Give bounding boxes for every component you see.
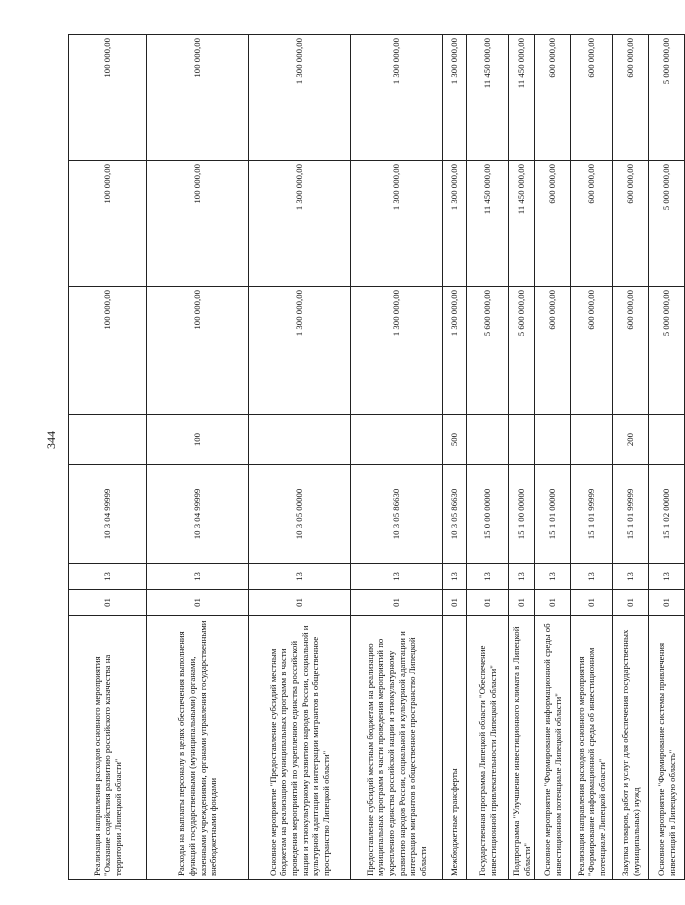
row-amount-2: 600 000,00 <box>613 161 649 287</box>
row-section: 01 <box>571 590 613 616</box>
row-amount-3: 1 300 000,00 <box>443 35 467 161</box>
row-name: Подпрограмма "Улучшение инвестиционного климата в Липецкой области" <box>509 616 535 880</box>
row-target-code: 15 1 00 00000 <box>509 465 535 564</box>
row-amount-3: 11 450 000,00 <box>467 35 509 161</box>
row-section: 01 <box>351 590 443 616</box>
row-target-code: 15 1 02 00000 <box>649 465 685 564</box>
table-row <box>613 35 649 880</box>
row-name: Основное мероприятие "Формирование информационной среды об инвестиционном потенциале Липецкой области" <box>535 616 571 880</box>
row-subsection: 13 <box>351 564 443 590</box>
row-name: Расходы на выплаты персоналу в целях обеспечения выполнения функций государственными (муниципальными) органами, казенными учреждениями, органами управления государственными внебюджетными фондами <box>147 616 249 880</box>
row-expense-type: 500 <box>443 415 467 465</box>
row-expense-type <box>571 415 613 465</box>
row-amount-2: 11 450 000,00 <box>509 161 535 287</box>
row-target-code: 10 3 04 99999 <box>69 465 147 564</box>
row-expense-type <box>535 415 571 465</box>
row-amount-2: 1 300 000,00 <box>249 161 351 287</box>
row-section: 01 <box>649 590 685 616</box>
row-expense-type <box>649 415 685 465</box>
table-row <box>535 35 571 880</box>
row-amount-2: 100 000,00 <box>69 161 147 287</box>
row-target-code: 15 1 01 00000 <box>535 465 571 564</box>
row-subsection: 13 <box>147 564 249 590</box>
row-expense-type: 100 <box>147 415 249 465</box>
table-row <box>443 35 467 880</box>
row-subsection: 13 <box>649 564 685 590</box>
row-subsection: 13 <box>613 564 649 590</box>
table-row <box>69 35 147 880</box>
row-amount-1: 5 600 000,00 <box>509 287 535 415</box>
row-target-code: 15 1 01 99999 <box>613 465 649 564</box>
row-section: 01 <box>69 590 147 616</box>
row-subsection: 13 <box>535 564 571 590</box>
row-subsection: 13 <box>249 564 351 590</box>
row-target-code: 10 3 05 00000 <box>249 465 351 564</box>
row-amount-1: 1 300 000,00 <box>249 287 351 415</box>
budget-table <box>68 34 685 880</box>
row-name: Государственная программа Липецкой области "Обеспечение инвестиционной привлекательности Липецкой области" <box>467 616 509 880</box>
row-section: 01 <box>147 590 249 616</box>
page-number: 344 <box>44 431 58 449</box>
table-row <box>249 35 351 880</box>
row-amount-2: 1 300 000,00 <box>351 161 443 287</box>
table-row <box>351 35 443 880</box>
row-amount-1: 600 000,00 <box>535 287 571 415</box>
row-name: Основное мероприятие "Предоставление субсидий местным бюджетам на реализацию муниципальных программ в части проведения мероприятий по укреплению единства российской нации и этнокультурному развитию народов России, социальной и культурной адаптации и интеграции мигрантов в общественное пространство Липецкой области" <box>249 616 351 880</box>
row-subsection: 13 <box>69 564 147 590</box>
row-target-code: 15 0 00 00000 <box>467 465 509 564</box>
row-amount-3: 600 000,00 <box>535 35 571 161</box>
row-name: Реализация направления расходов основного мероприятия "Оказание содействия развитию российского казачества на территории Липецкой области" <box>69 616 147 880</box>
row-amount-3: 5 000 000,00 <box>649 35 685 161</box>
row-amount-3: 1 300 000,00 <box>351 35 443 161</box>
row-amount-1: 5 000 000,00 <box>649 287 685 415</box>
row-amount-2: 5 000 000,00 <box>649 161 685 287</box>
row-amount-2: 100 000,00 <box>147 161 249 287</box>
row-expense-type: 200 <box>613 415 649 465</box>
table-row <box>467 35 509 880</box>
row-subsection: 13 <box>509 564 535 590</box>
row-name: Предоставление субсидий местным бюджетам на реализацию муниципальных программ в части проведения мероприятий по укреплению единства российской нации и этнокультурному развитию народов России, социальной и культурной адаптации и интеграции мигрантов в общественное пространство Липецкой области <box>351 616 443 880</box>
row-expense-type <box>467 415 509 465</box>
row-expense-type <box>69 415 147 465</box>
table-row <box>571 35 613 880</box>
row-name: Реализация направления расходов основного мероприятия "Формирование информационной среды об инвестиционном потенциале Липецкой области" <box>571 616 613 880</box>
row-amount-1: 600 000,00 <box>613 287 649 415</box>
row-amount-3: 600 000,00 <box>613 35 649 161</box>
row-expense-type <box>249 415 351 465</box>
row-amount-1: 1 300 000,00 <box>351 287 443 415</box>
row-target-code: 10 3 04 99999 <box>147 465 249 564</box>
row-amount-1: 5 600 000,00 <box>467 287 509 415</box>
row-target-code: 10 3 05 86630 <box>443 465 467 564</box>
table-row <box>509 35 535 880</box>
row-section: 01 <box>535 590 571 616</box>
row-target-code: 15 1 01 99999 <box>571 465 613 564</box>
row-amount-2: 1 300 000,00 <box>443 161 467 287</box>
row-amount-3: 1 300 000,00 <box>249 35 351 161</box>
row-amount-1: 1 300 000,00 <box>443 287 467 415</box>
row-name: Межбюджетные трансферты <box>443 616 467 880</box>
table-row <box>649 35 685 880</box>
row-subsection: 13 <box>571 564 613 590</box>
row-expense-type <box>351 415 443 465</box>
row-target-code: 10 3 05 86630 <box>351 465 443 564</box>
row-section: 01 <box>443 590 467 616</box>
row-section: 01 <box>467 590 509 616</box>
row-section: 01 <box>509 590 535 616</box>
row-section: 01 <box>249 590 351 616</box>
row-amount-3: 600 000,00 <box>571 35 613 161</box>
table-row <box>147 35 249 880</box>
row-name: Закупка товаров, работ и услуг для обеспечения государственных (муниципальных) нужд <box>613 616 649 880</box>
row-expense-type <box>509 415 535 465</box>
row-amount-3: 11 450 000,00 <box>509 35 535 161</box>
row-amount-2: 600 000,00 <box>535 161 571 287</box>
row-name: Основное мероприятие "Формирование системы привлечения инвестиций в Липецкую область" <box>649 616 685 880</box>
row-amount-2: 600 000,00 <box>571 161 613 287</box>
row-section: 01 <box>613 590 649 616</box>
row-amount-3: 100 000,00 <box>147 35 249 161</box>
row-amount-1: 100 000,00 <box>69 287 147 415</box>
row-amount-2: 11 450 000,00 <box>467 161 509 287</box>
budget-table-container <box>68 35 685 880</box>
row-subsection: 13 <box>467 564 509 590</box>
row-subsection: 13 <box>443 564 467 590</box>
row-amount-1: 600 000,00 <box>571 287 613 415</box>
row-amount-3: 100 000,00 <box>69 35 147 161</box>
row-amount-1: 100 000,00 <box>147 287 249 415</box>
